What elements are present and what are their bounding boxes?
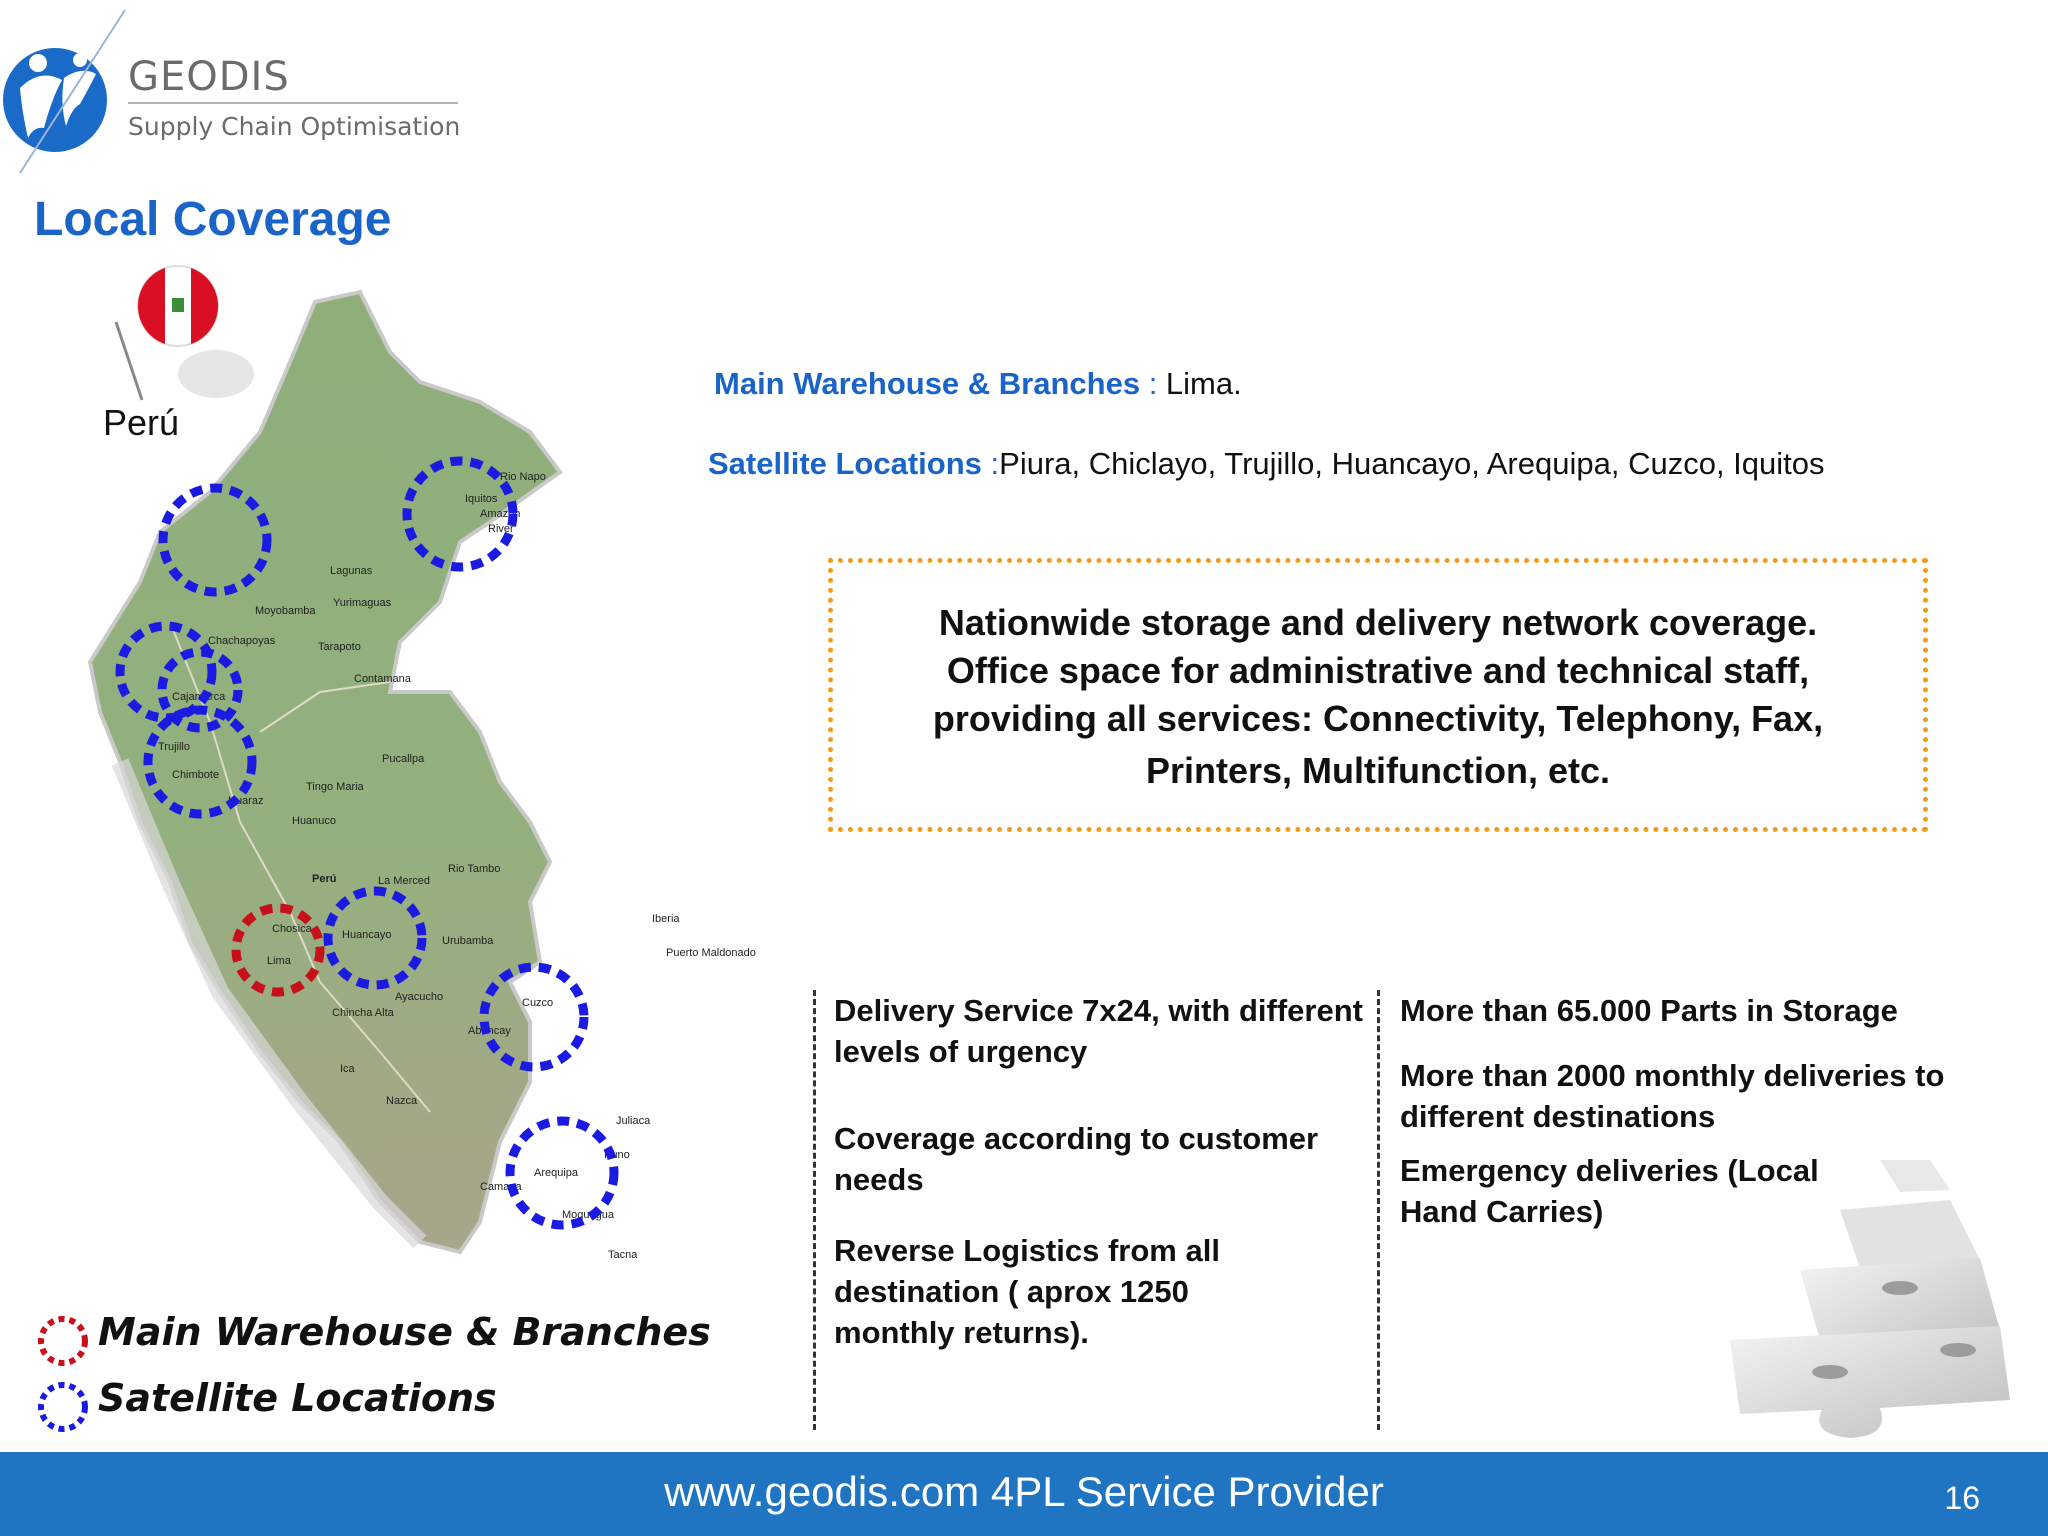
legend-satellite-label: Satellite Locations xyxy=(98,1376,497,1420)
map-label: Huanuco xyxy=(292,815,337,827)
map-label: Amazon xyxy=(480,508,521,520)
country-label: Perú xyxy=(103,402,180,443)
map-label: Camana xyxy=(480,1181,522,1193)
geodis-logo xyxy=(0,8,480,178)
service-point: More than 65.000 Parts in Storage xyxy=(1400,993,1898,1028)
page-number: 16 xyxy=(1944,1480,1980,1516)
service-point: Coverage according to customer needs xyxy=(834,1121,1319,1197)
page-title: Local Coverage xyxy=(34,193,392,246)
logo-divider xyxy=(128,102,458,104)
map-label: Trujillo xyxy=(158,741,190,753)
map-label: Tarapoto xyxy=(318,641,361,653)
service-point: Delivery Service 7x24, with different levels of urgency xyxy=(834,993,1363,1069)
map-label: Huancayo xyxy=(342,929,392,941)
map-label: Chachapoyas xyxy=(208,635,276,647)
highlight-line: Office space for administrative and technical staff, xyxy=(946,650,1810,691)
services-column-left xyxy=(813,990,1373,1430)
map-label: Ica xyxy=(340,1063,355,1075)
highlight-line: providing all services: Connectivity, Telephony, Fax, xyxy=(932,698,1824,739)
map-label: Puno xyxy=(604,1149,630,1161)
map-label: Iberia xyxy=(652,913,680,925)
satellite-line xyxy=(708,446,1825,482)
map-label: Perú xyxy=(312,873,337,885)
map-label: Moyobamba xyxy=(255,605,316,617)
map-label: Moquegua xyxy=(562,1209,614,1221)
map-label: Lagunas xyxy=(330,565,373,577)
footer-text: www.geodis.com 4PL Service Provider xyxy=(664,1468,1384,1515)
map-label: Ayacucho xyxy=(395,991,444,1003)
map-label: Chincha Alta xyxy=(332,1007,394,1019)
service-point: Emergency deliveries (Local Hand Carries) xyxy=(1400,1153,1819,1229)
map-label: Yurimaguas xyxy=(333,597,392,609)
blue-ring-icon xyxy=(36,1380,90,1434)
satellite-key: Satellite Locations xyxy=(708,446,982,481)
map-label: Huaraz xyxy=(228,795,264,807)
map-label: Puerto Maldonado xyxy=(666,947,756,959)
map-label: Nazca xyxy=(386,1095,418,1107)
map-label: Lima xyxy=(267,955,291,967)
map-label: Juliaca xyxy=(616,1115,651,1127)
satellite-sep: : xyxy=(981,446,1000,481)
service-point: More than 2000 monthly deliveries to different destinations xyxy=(1400,1058,1945,1134)
satellite-value: Piura, Chiclayo, Trujillo, Huancayo, Arequipa, Cuzco, Iquitos xyxy=(999,446,1825,481)
main-warehouse-key: Main Warehouse & Branches xyxy=(714,366,1141,401)
highlight-line: Printers, Multifunction, etc. xyxy=(1145,750,1611,791)
map-label: Iquitos xyxy=(465,493,498,505)
map-label: Tacna xyxy=(608,1249,638,1261)
map-label: Cajamarca xyxy=(172,691,226,703)
map-label: Rio Tambo xyxy=(448,863,501,875)
service-point: Reverse Logistics from all destination ( aprox 1250 monthly returns). xyxy=(834,1233,1220,1350)
peru-flag-icon xyxy=(116,266,254,400)
brand-tagline: Supply Chain Optimisation xyxy=(128,112,461,141)
map-label: La Merced xyxy=(378,875,430,887)
coverage-highlight-box xyxy=(828,558,1928,832)
map-label: Abancay xyxy=(468,1025,511,1037)
map-label: Chimbote xyxy=(172,769,220,781)
map-label: Rio Napo xyxy=(500,471,546,483)
map-label: Arequipa xyxy=(534,1167,579,1179)
highlight-line: Nationwide storage and delivery network coverage. xyxy=(938,602,1818,643)
footer-bar xyxy=(0,1452,2048,1536)
main-warehouse-sep: : xyxy=(1140,366,1166,401)
main-warehouse-value: Lima. xyxy=(1165,366,1242,401)
red-ring-icon xyxy=(36,1314,90,1368)
map-label: Urubamba xyxy=(442,935,494,947)
geodis-globe-icon xyxy=(0,8,130,178)
map-label: Contamana xyxy=(354,673,411,685)
puzzle-pieces-image xyxy=(1700,1150,2020,1440)
map-label: Chosica xyxy=(272,923,312,935)
map-label: Cuzco xyxy=(522,997,554,1009)
map-label: Pucallpa xyxy=(382,753,425,765)
map-label: River xyxy=(488,523,514,535)
main-warehouse-line xyxy=(714,366,1242,402)
legend-main-label: Main Warehouse & Branches xyxy=(98,1310,711,1354)
map-label: Tingo Maria xyxy=(306,781,364,793)
brand-name: GEODIS xyxy=(128,54,290,100)
